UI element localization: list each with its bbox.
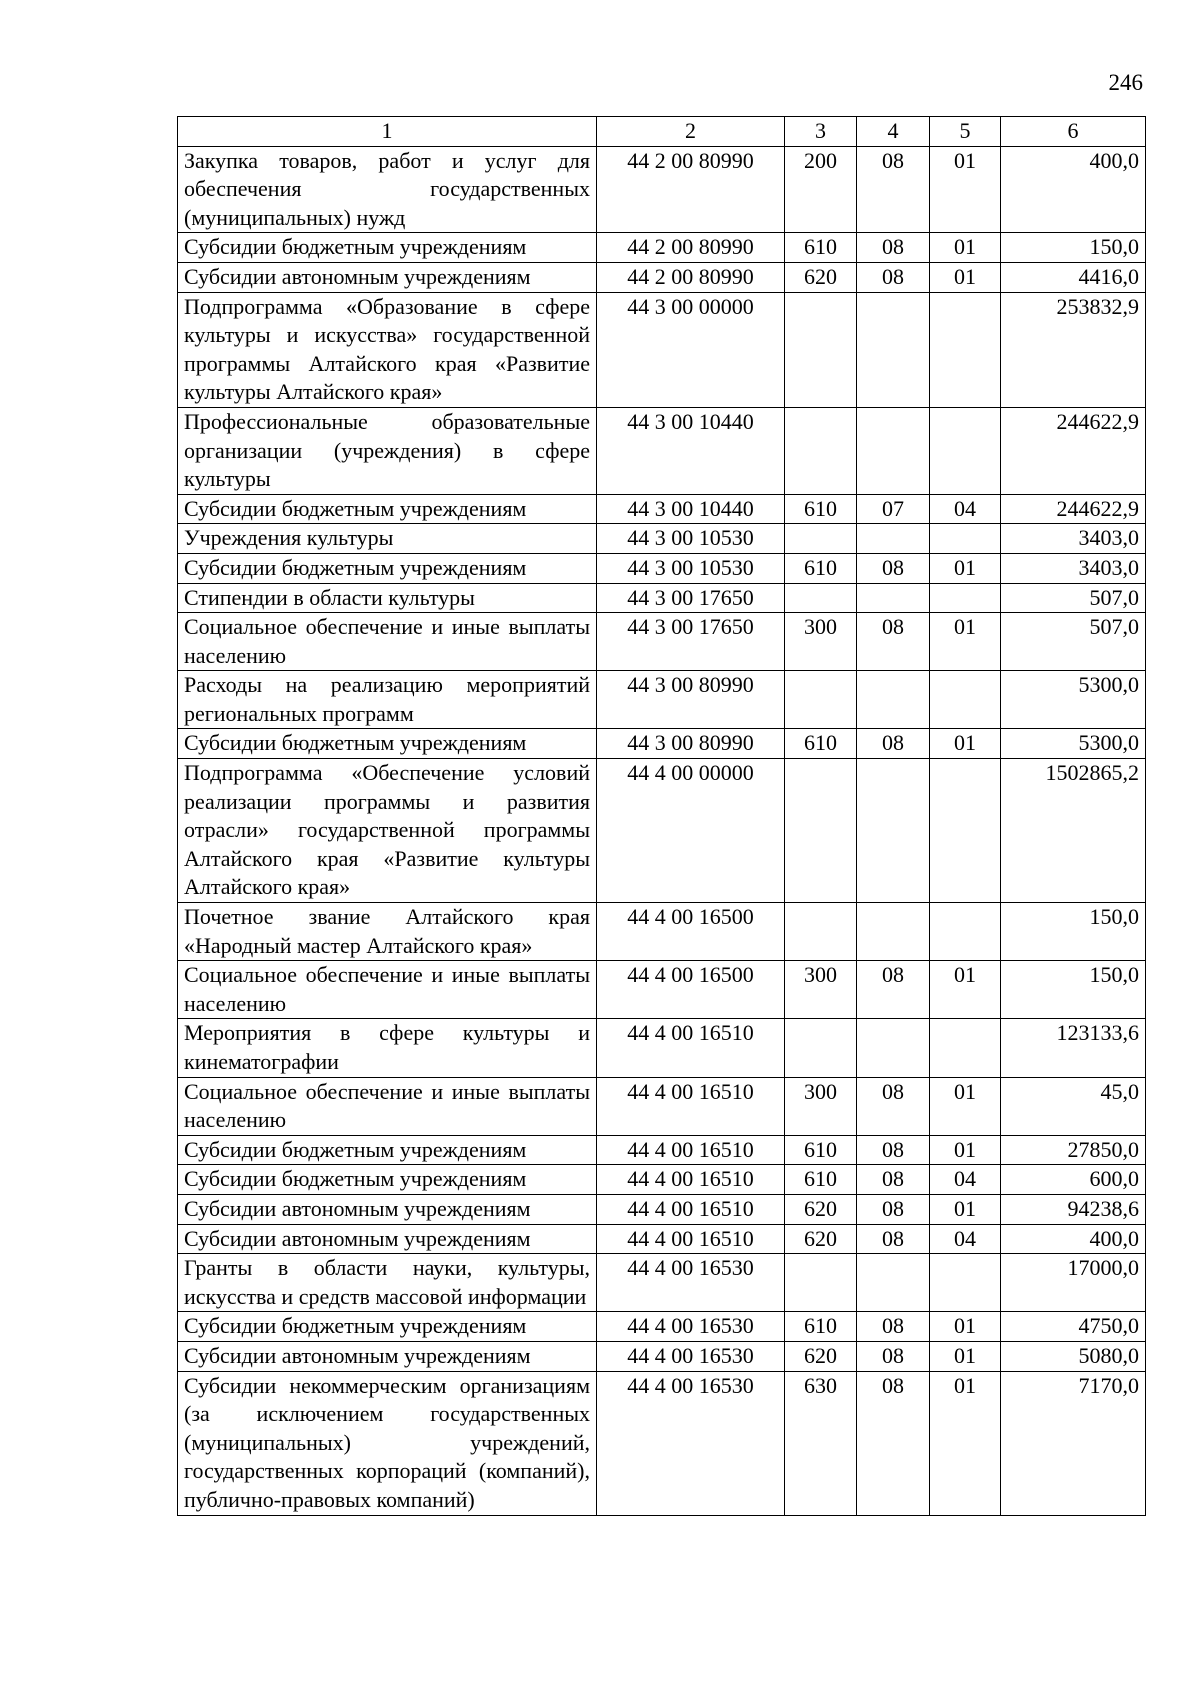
amount-cell: 150,0: [1001, 961, 1146, 1019]
section-cell: 08: [857, 1135, 930, 1165]
expense-name-cell: Учреждения культуры: [178, 524, 597, 554]
expense-type-cell: 610: [785, 1135, 857, 1165]
expense-name-cell: Субсидии автономным учреждениям: [178, 1224, 597, 1254]
expense-name-cell: Субсидии автономным учреждениям: [178, 1341, 597, 1371]
amount-cell: 123133,6: [1001, 1019, 1146, 1077]
target-article-code-cell: 44 4 00 00000: [597, 759, 785, 903]
target-article-code-cell: 44 4 00 16500: [597, 961, 785, 1019]
section-cell: [857, 407, 930, 494]
table-row: [178, 1371, 1146, 1515]
table-row: [178, 1341, 1146, 1371]
subsection-cell: 01: [930, 1312, 1001, 1342]
table-row: [178, 583, 1146, 613]
target-article-code-cell: 44 3 00 80990: [597, 729, 785, 759]
expense-name-cell: Стипендии в области культуры: [178, 583, 597, 613]
subsection-cell: 04: [930, 494, 1001, 524]
expense-name-cell: Субсидии бюджетным учреждениям: [178, 729, 597, 759]
subsection-cell: 01: [930, 233, 1001, 263]
target-article-code-cell: 44 3 00 17650: [597, 583, 785, 613]
table-row: [178, 729, 1146, 759]
expense-type-cell: 300: [785, 1077, 857, 1135]
section-cell: [857, 583, 930, 613]
section-cell: [857, 1254, 930, 1312]
expense-name-cell: Подпрограмма «Обеспечение условий реализации программы и развития отрасли» государственной программы Алтайского края «Развитие культуры Алтайского края»: [178, 759, 597, 903]
amount-cell: 5080,0: [1001, 1341, 1146, 1371]
expense-name-cell: Почетное звание Алтайского края «Народный мастер Алтайского края»: [178, 903, 597, 961]
table-row: [178, 292, 1146, 407]
table-row: [178, 524, 1146, 554]
subsection-cell: 01: [930, 1194, 1001, 1224]
section-cell: 08: [857, 1077, 930, 1135]
section-cell: 08: [857, 262, 930, 292]
table-row: [178, 407, 1146, 494]
column-header-6: 6: [1001, 117, 1146, 147]
subsection-cell: [930, 292, 1001, 407]
amount-cell: 5300,0: [1001, 729, 1146, 759]
amount-cell: 400,0: [1001, 1224, 1146, 1254]
expense-type-cell: 620: [785, 1341, 857, 1371]
expense-type-cell: 200: [785, 146, 857, 233]
section-cell: 07: [857, 494, 930, 524]
column-header-5: 5: [930, 117, 1001, 147]
expense-type-cell: [785, 583, 857, 613]
table-row: [178, 1254, 1146, 1312]
target-article-code-cell: 44 4 00 16510: [597, 1165, 785, 1195]
subsection-cell: 01: [930, 553, 1001, 583]
expense-type-cell: 620: [785, 262, 857, 292]
table-row: [178, 903, 1146, 961]
expense-type-cell: 610: [785, 553, 857, 583]
section-cell: [857, 903, 930, 961]
amount-cell: 1502865,2: [1001, 759, 1146, 903]
target-article-code-cell: 44 3 00 10440: [597, 407, 785, 494]
expense-name-cell: Закупка товаров, работ и услуг для обеспечения государственных (муниципальных) нужд: [178, 146, 597, 233]
amount-cell: 7170,0: [1001, 1371, 1146, 1515]
expense-name-cell: Субсидии автономным учреждениям: [178, 262, 597, 292]
amount-cell: 3403,0: [1001, 553, 1146, 583]
expense-name-cell: Социальное обеспечение и иные выплаты населению: [178, 613, 597, 671]
expense-type-cell: 610: [785, 233, 857, 263]
section-cell: 08: [857, 1312, 930, 1342]
section-cell: 08: [857, 233, 930, 263]
target-article-code-cell: 44 3 00 00000: [597, 292, 785, 407]
subsection-cell: 04: [930, 1165, 1001, 1195]
table-row: [178, 262, 1146, 292]
target-article-code-cell: 44 3 00 17650: [597, 613, 785, 671]
table-row: [178, 233, 1146, 263]
table-row: [178, 1165, 1146, 1195]
expense-name-cell: Субсидии бюджетным учреждениям: [178, 553, 597, 583]
amount-cell: 17000,0: [1001, 1254, 1146, 1312]
column-header-3: 3: [785, 117, 857, 147]
expense-name-cell: Субсидии некоммерческим организациям (за исключением государственных (муниципальных) учреждений, государственных корпораций (компаний), публично-правовых компаний): [178, 1371, 597, 1515]
expense-name-cell: Подпрограмма «Образование в сфере культуры и искусства» государственной программы Алтайского края «Развитие культуры Алтайского края»: [178, 292, 597, 407]
section-cell: [857, 524, 930, 554]
expense-type-cell: [785, 524, 857, 554]
expense-name-cell: Субсидии бюджетным учреждениям: [178, 233, 597, 263]
expense-name-cell: Субсидии бюджетным учреждениям: [178, 1135, 597, 1165]
expense-type-cell: 610: [785, 494, 857, 524]
column-header-4: 4: [857, 117, 930, 147]
expense-type-cell: [785, 1019, 857, 1077]
target-article-code-cell: 44 4 00 16500: [597, 903, 785, 961]
expense-type-cell: [785, 759, 857, 903]
table-row: [178, 1224, 1146, 1254]
amount-cell: 45,0: [1001, 1077, 1146, 1135]
amount-cell: 27850,0: [1001, 1135, 1146, 1165]
budget-table: [177, 116, 1146, 1516]
expense-type-cell: 620: [785, 1224, 857, 1254]
section-cell: 08: [857, 1165, 930, 1195]
subsection-cell: [930, 903, 1001, 961]
target-article-code-cell: 44 3 00 10530: [597, 524, 785, 554]
amount-cell: 4416,0: [1001, 262, 1146, 292]
column-header-2: 2: [597, 117, 785, 147]
expense-name-cell: Субсидии бюджетным учреждениям: [178, 1165, 597, 1195]
target-article-code-cell: 44 4 00 16510: [597, 1135, 785, 1165]
section-cell: 08: [857, 1224, 930, 1254]
expense-type-cell: [785, 407, 857, 494]
target-article-code-cell: 44 4 00 16510: [597, 1224, 785, 1254]
expense-type-cell: 620: [785, 1194, 857, 1224]
section-cell: 08: [857, 1194, 930, 1224]
expense-name-cell: Субсидии бюджетным учреждениям: [178, 494, 597, 524]
table-row: [178, 613, 1146, 671]
section-cell: 08: [857, 553, 930, 583]
section-cell: 08: [857, 1371, 930, 1515]
expense-name-cell: Социальное обеспечение и иные выплаты населению: [178, 1077, 597, 1135]
subsection-cell: 01: [930, 262, 1001, 292]
expense-type-cell: 610: [785, 1165, 857, 1195]
subsection-cell: 01: [930, 961, 1001, 1019]
target-article-code-cell: 44 3 00 80990: [597, 671, 785, 729]
target-article-code-cell: 44 4 00 16510: [597, 1019, 785, 1077]
subsection-cell: [930, 1254, 1001, 1312]
expense-type-cell: 300: [785, 613, 857, 671]
table-row: [178, 1312, 1146, 1342]
amount-cell: 244622,9: [1001, 407, 1146, 494]
expense-type-cell: [785, 1254, 857, 1312]
amount-cell: 400,0: [1001, 146, 1146, 233]
expense-type-cell: 300: [785, 961, 857, 1019]
expense-type-cell: 610: [785, 1312, 857, 1342]
amount-cell: 150,0: [1001, 233, 1146, 263]
subsection-cell: [930, 524, 1001, 554]
header-row: [178, 117, 1146, 147]
subsection-cell: 01: [930, 729, 1001, 759]
column-header-1: 1: [178, 117, 597, 147]
expense-name-cell: Расходы на реализацию мероприятий региональных программ: [178, 671, 597, 729]
table-row: [178, 553, 1146, 583]
table-row: [178, 1077, 1146, 1135]
subsection-cell: 01: [930, 1077, 1001, 1135]
table-row: [178, 671, 1146, 729]
subsection-cell: 01: [930, 146, 1001, 233]
expense-name-cell: Социальное обеспечение и иные выплаты населению: [178, 961, 597, 1019]
section-cell: [857, 671, 930, 729]
subsection-cell: [930, 759, 1001, 903]
target-article-code-cell: 44 4 00 16510: [597, 1194, 785, 1224]
amount-cell: 5300,0: [1001, 671, 1146, 729]
section-cell: [857, 292, 930, 407]
table-body: [178, 146, 1146, 1515]
amount-cell: 253832,9: [1001, 292, 1146, 407]
expense-name-cell: Гранты в области науки, культуры, искусства и средств массовой информации: [178, 1254, 597, 1312]
amount-cell: 3403,0: [1001, 524, 1146, 554]
subsection-cell: 01: [930, 613, 1001, 671]
subsection-cell: [930, 583, 1001, 613]
amount-cell: 94238,6: [1001, 1194, 1146, 1224]
subsection-cell: [930, 407, 1001, 494]
subsection-cell: [930, 671, 1001, 729]
table-row: [178, 146, 1146, 233]
table-row: [178, 961, 1146, 1019]
target-article-code-cell: 44 4 00 16530: [597, 1254, 785, 1312]
target-article-code-cell: 44 3 00 10440: [597, 494, 785, 524]
section-cell: [857, 759, 930, 903]
subsection-cell: 01: [930, 1371, 1001, 1515]
expense-type-cell: [785, 903, 857, 961]
section-cell: 08: [857, 729, 930, 759]
section-cell: 08: [857, 613, 930, 671]
amount-cell: 244622,9: [1001, 494, 1146, 524]
expense-name-cell: Мероприятия в сфере культуры и кинематографии: [178, 1019, 597, 1077]
expense-type-cell: 630: [785, 1371, 857, 1515]
target-article-code-cell: 44 4 00 16530: [597, 1341, 785, 1371]
target-article-code-cell: 44 3 00 10530: [597, 553, 785, 583]
section-cell: [857, 1019, 930, 1077]
target-article-code-cell: 44 2 00 80990: [597, 262, 785, 292]
amount-cell: 507,0: [1001, 583, 1146, 613]
section-cell: 08: [857, 961, 930, 1019]
table-row: [178, 1194, 1146, 1224]
section-cell: 08: [857, 146, 930, 233]
expense-name-cell: Субсидии автономным учреждениям: [178, 1194, 597, 1224]
subsection-cell: [930, 1019, 1001, 1077]
expense-type-cell: 610: [785, 729, 857, 759]
table-row: [178, 759, 1146, 903]
subsection-cell: 01: [930, 1135, 1001, 1165]
subsection-cell: 04: [930, 1224, 1001, 1254]
target-article-code-cell: 44 2 00 80990: [597, 233, 785, 263]
amount-cell: 4750,0: [1001, 1312, 1146, 1342]
expense-type-cell: [785, 292, 857, 407]
table-row: [178, 1019, 1146, 1077]
subsection-cell: 01: [930, 1341, 1001, 1371]
target-article-code-cell: 44 4 00 16510: [597, 1077, 785, 1135]
target-article-code-cell: 44 4 00 16530: [597, 1371, 785, 1515]
amount-cell: 600,0: [1001, 1165, 1146, 1195]
amount-cell: 507,0: [1001, 613, 1146, 671]
amount-cell: 150,0: [1001, 903, 1146, 961]
table-row: [178, 1135, 1146, 1165]
expense-name-cell: Субсидии бюджетным учреждениям: [178, 1312, 597, 1342]
table-row: [178, 494, 1146, 524]
page-number: 246: [1108, 70, 1143, 95]
expense-type-cell: [785, 671, 857, 729]
expense-name-cell: Профессиональные образовательные организации (учреждения) в сфере культуры: [178, 407, 597, 494]
target-article-code-cell: 44 4 00 16530: [597, 1312, 785, 1342]
section-cell: 08: [857, 1341, 930, 1371]
target-article-code-cell: 44 2 00 80990: [597, 146, 785, 233]
